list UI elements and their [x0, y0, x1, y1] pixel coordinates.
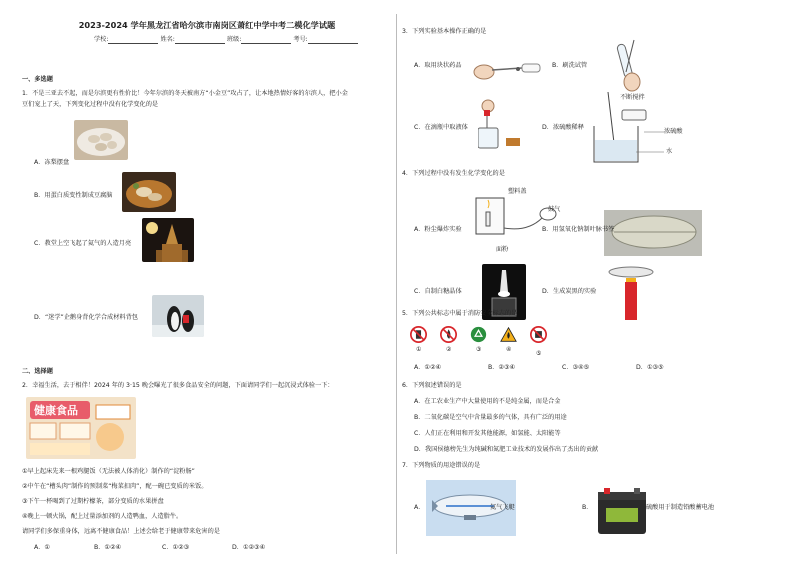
recycle-sign-icon — [470, 326, 487, 343]
label-water: 水 — [666, 148, 673, 155]
q2-option-a[interactable]: A．① — [34, 544, 50, 551]
q2-stem: 2．幸福生活，去于相伴！2024 年的 3·15 晚会曝光了很多食品安全的问题，下面请同学们一起沉浸式体验一下： — [22, 382, 334, 389]
church-moon-image — [142, 218, 194, 262]
q1-stem-2: 豆们宠上了天，下列变化过程中没有化学变化的是 — [22, 101, 159, 108]
q6-option-d[interactable]: D．我国侯德榜先生为纯碱和氮肥工业技术的发展作出了杰出的贡献 — [414, 446, 599, 453]
label-conc-acid: 浓硫酸 — [664, 128, 683, 135]
q4-option-b[interactable]: B．用氢氧化钠制叶脉书签 — [542, 226, 615, 233]
dust-explosion-image — [472, 188, 562, 244]
q3-option-d[interactable]: D．浓硫酸稀释 — [542, 124, 584, 131]
q4-option-c[interactable]: C．自制白糖晶体 — [414, 288, 462, 295]
q6-option-b[interactable]: B．二氧化碳是空气中含量最多的气体，具有广泛的用途 — [414, 414, 567, 421]
q2-option-c[interactable]: C．①②③ — [162, 544, 190, 551]
section-multi: 一、多选题 — [22, 76, 53, 83]
q2-item-3: ③下午一杯喝到了过期柠檬茶，部分变质的水果拼盘 — [22, 498, 164, 505]
q5-stem: 5．下列公共标志中属于消防安全标志的是 — [402, 310, 518, 317]
q2-option-d[interactable]: D．①②③④ — [232, 544, 266, 551]
q2-item-4: ④晚上一顿火锅，配上过量添加剂的人造鸭血，人造脂牛。 — [22, 513, 183, 520]
q7-stem: 7．下列物质的用途错误的是 — [402, 462, 481, 469]
q3-option-b[interactable]: B．刷洗试管 — [552, 62, 588, 69]
q3-stem: 3．下列实验基本操作正确的是 — [402, 28, 487, 35]
q4-option-d[interactable]: D．生成炭黑的实验 — [542, 288, 597, 295]
q7-option-a[interactable]: A． — [414, 504, 425, 511]
sign-num-2: ② — [446, 346, 452, 353]
q1-option-b[interactable]: B．用蛋白质变性制成豆腐脑 — [34, 192, 113, 199]
q4-stem: 4．下列过程中没有发生化学变化的是 — [402, 170, 505, 177]
no-phone-sign-icon — [410, 326, 427, 343]
q4-option-a[interactable]: A．粉尘爆炸实验 — [414, 226, 462, 233]
section-single: 二、选择题 — [22, 368, 53, 375]
q6-option-c[interactable]: C．人们正在利用和开发其他能源，如氢能、太阳能等 — [414, 430, 561, 437]
q6-option-a[interactable]: A．在工农业生产中大量使用的不是纯金属，而是合金 — [414, 398, 561, 405]
q1-option-d[interactable]: D．“迷学”企鹅身背化学合成材料背包 — [34, 314, 138, 321]
q5-option-b[interactable]: B．②③④ — [488, 364, 516, 371]
tweezers-hand-image — [472, 54, 542, 84]
q1-option-a[interactable]: A．冻梨摆盘 — [34, 159, 70, 166]
q5-option-c[interactable]: C．③④⑤ — [562, 364, 590, 371]
exam-title: 2023-2024 学年黑龙江省哈尔滨市南岗区萧红中学中考二模化学试题 — [78, 20, 336, 30]
test-tube-brush-image — [612, 38, 652, 94]
q6-stem: 6．下列叙述错误的是 — [402, 382, 462, 389]
q2-option-b[interactable]: B．①②④ — [94, 544, 122, 551]
tofu-pudding-image — [122, 172, 176, 212]
q7-option-b[interactable]: B． — [582, 504, 593, 511]
lead-acid-battery-image — [594, 486, 650, 536]
q2-item-5: 请同学们多保重身体，远离不健康食品！上述会给老于健康带来危害的是 — [22, 528, 220, 535]
penguin-backpack-image — [152, 295, 204, 337]
q7-b-label: 硫酸用于制造铅酸蓄电池 — [646, 504, 715, 511]
label-blow-air: 鼓气 — [548, 206, 561, 213]
q5-option-a[interactable]: A．①②④ — [414, 364, 442, 371]
poster-title: 健康食品 — [34, 404, 78, 417]
frozen-pear-plate-image — [74, 120, 128, 160]
leaf-bookmark-image — [604, 210, 702, 256]
q1-stem-1: 1．不是三亚去不起，而是尔滨更有性价比！今年尔滨的冬天被南方“小金豆”攻占了，让本地热情好客的尔滨人，把小金 — [22, 90, 348, 97]
no-storage-sign-icon — [530, 326, 547, 343]
student-info-line: 学校: 姓名: 班级: 考号: — [94, 36, 358, 44]
label-flour: 面粉 — [496, 246, 509, 253]
label-plastic-lid: 塑料盖 — [508, 188, 527, 195]
carbon-black-image — [604, 264, 658, 322]
q3-option-c[interactable]: C．在滴瓶中取液体 — [414, 124, 468, 131]
sign-num-4: ④ — [506, 346, 512, 353]
q7-a-label: 氦气飞艇 — [490, 504, 515, 511]
no-fire-sign-icon — [440, 326, 457, 343]
q3-option-a[interactable]: A．取用块状药品 — [414, 62, 462, 69]
flammable-warning-sign-icon — [500, 326, 517, 343]
health-food-poster-image — [26, 397, 136, 459]
label-stir: 不断搅拌 — [620, 94, 645, 101]
q1-option-c[interactable]: C．教堂上空飞起了氦气的人造月亮 — [34, 240, 132, 247]
q5-option-d[interactable]: D．①③⑤ — [636, 364, 664, 371]
q2-item-2: ②中午在“槽头肉”制作的预制菜“梅菜扣肉”，配一碗已变质的米饭。 — [22, 483, 208, 490]
sign-num-5: ⑤ — [536, 350, 542, 357]
sign-num-3: ③ — [476, 346, 482, 353]
q2-item-1: ①早上起床先来一根鸡腿饭（无法被人体消化）制作的“淀粉肠” — [22, 468, 195, 475]
dropper-bottle-image — [478, 98, 524, 150]
left-column — [22, 20, 392, 551]
column-divider — [396, 14, 397, 554]
sign-num-1: ① — [416, 346, 422, 353]
